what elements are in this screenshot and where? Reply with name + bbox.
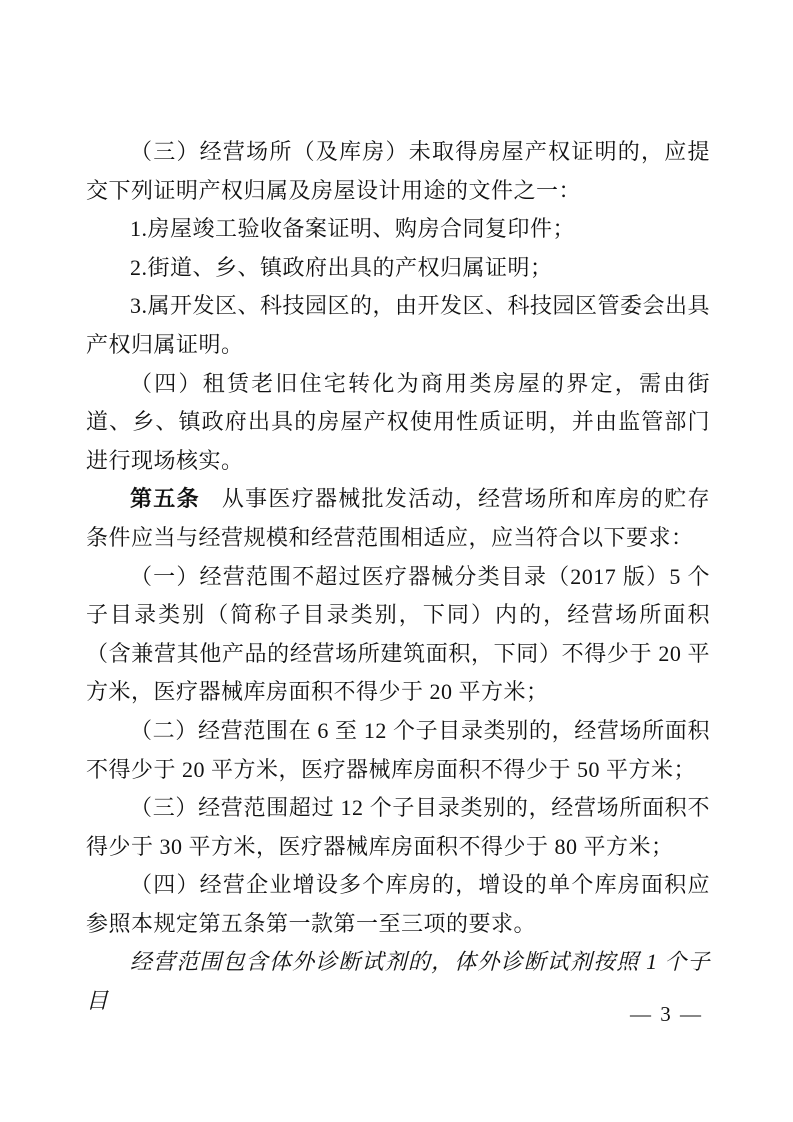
paragraph-clause-1: （一）经营范围不超过医疗器械分类目录（2017 版）5 个子目录类别（简称子目录类别，下同）内的，经营场所面积（含兼营其他产品的经营场所建筑面积，下同）不得少于 20 平方米，医疗器械库房面积不得少于 20 平方米； xyxy=(86,563,710,705)
paragraph-ivd: 经营范围包含体外诊断试剂的，体外诊断试剂按照 1 个子目 xyxy=(86,949,710,1014)
page-footer xyxy=(630,1002,703,1027)
paragraph-item-4: （四）租赁老旧住宅转化为商用类房屋的界定，需由街道、乡、镇政府出具的房屋产权使用性质证明，并由监管部门进行现场核实。 xyxy=(86,370,710,473)
list-item-3: 3.属开发区、科技园区的，由开发区、科技园区管委会出具产权归属证明。 xyxy=(86,293,711,357)
paragraph-clause-4: （四）经营企业增设多个库房的，增设的单个库房面积应参照本规定第五条第一款第一至三项的要求。 xyxy=(86,872,710,936)
paragraph-article-5 xyxy=(86,480,710,557)
paragraph-item-3: （三）经营场所（及库房）未取得房屋产权证明的，应提交下列证明产权归属及房屋设计用途的文件之一： xyxy=(86,139,710,203)
paragraph-clause-2: （二）经营范围在 6 至 12 个子目录类别的，经营场所面积不得少于 20 平方米，医疗器械库房面积不得少于 50 平方米； xyxy=(86,717,710,782)
page-number: — 3 — xyxy=(630,1002,703,1026)
list-item-1: 1.房屋竣工验收备案证明、购房合同复印件； xyxy=(130,216,576,242)
paragraph-clause-3: （三）经营范围超过 12 个子目录类别的，经营场所面积不得少于 30 平方米，医疗器械库房面积不得少于 80 平方米； xyxy=(86,795,710,859)
article-number: 第五条 xyxy=(130,486,200,512)
list-item-2: 2.街道、乡、镇政府出具的产权归属证明； xyxy=(130,254,553,280)
document-body xyxy=(86,133,710,1021)
article-text: 从事医疗器械批发活动，经营场所和库房的贮存条件应当与经营规模和经营范围相适应，应当符合以下要求： xyxy=(86,486,710,550)
